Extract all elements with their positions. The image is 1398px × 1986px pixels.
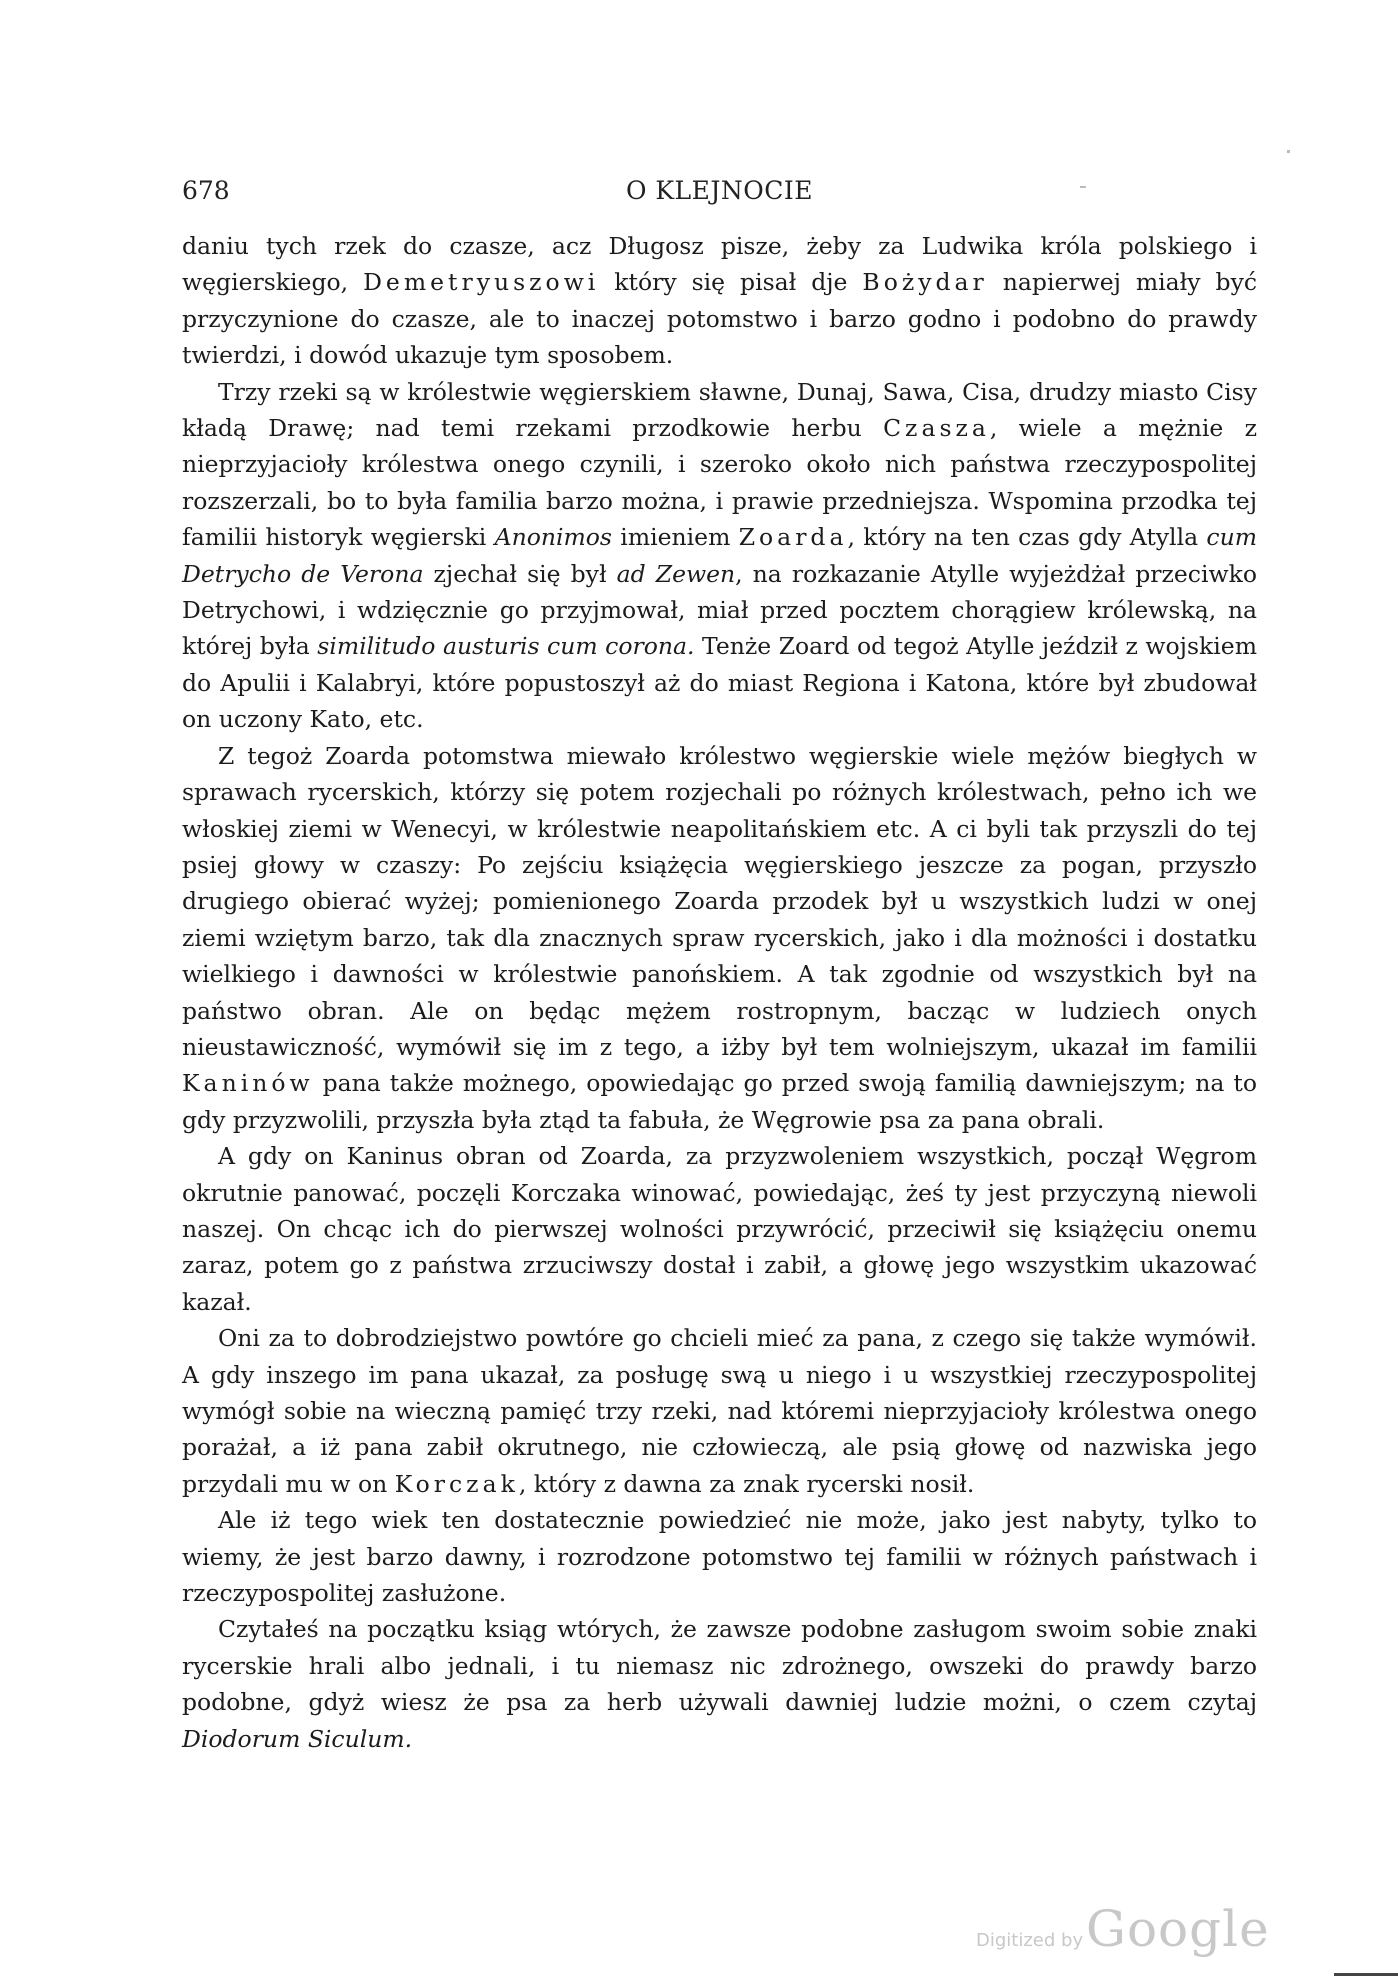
italic-text: similitudo austuris cum corona.: [317, 632, 695, 661]
scan-edge-line: [1334, 1973, 1398, 1976]
text-segment: napierwej miały być przyczynione do czasze, ale to inaczej potomstwo i barzo godno i podobno do prawdy twierdzi, i dowód ukazuje tym sposobem.: [182, 268, 1258, 370]
paragraph: [182, 738, 1257, 1138]
text-segment: Oni za to dobrodziejstwo powtóre go chcieli mieć za pana, z czego się także wymówił. A gdy inszego im pana ukazał, za posługę swą u niego i u wszystkiej rzeczypospolitej wymógł sobie na wieczną pamięć trzy rzeki, nad któremi nieprzyjacioły królestwa onego porażał, a iż pana zabił okrutnego, nie człowieczą, ale psią głowę od nazwiska jego przydali mu w on: [182, 1324, 1257, 1498]
spaced-name: Kaninów: [182, 1069, 314, 1098]
digitized-by-google-watermark: [976, 1900, 1276, 1960]
paragraph: [182, 1138, 1257, 1320]
body-text: [182, 228, 1257, 1757]
paragraph: [182, 228, 1257, 374]
text-segment: , na rozkazanie Atylle wyjeżdżał przeciwko Detrychowi, i wdzięcznie go przyjmował, miał przed pocztem chorągiew królewską, na której była: [182, 559, 1257, 661]
spaced-name: Czasza: [883, 414, 990, 443]
paragraph: [182, 1611, 1257, 1757]
text-segment: Czytałeś na początku ksiąg wtórych, że zawsze podobne zasługom swoim sobie znaki rycerskie hrali albo jednali, i tu niemasz nic zdrożnego, owszeki do prawdy barzo podobne, gdyż wiesz że psa za herb używali dawniej ludzie możni, o czem czytaj: [182, 1615, 1257, 1717]
paragraph: [182, 1502, 1257, 1611]
paragraph: [182, 374, 1257, 738]
italic-text: cum Detrycho de Verona: [182, 523, 1258, 588]
text-segment: imieniem: [612, 523, 739, 552]
italic-text: ad Zewen: [616, 559, 736, 588]
spaced-name: Zoarda: [738, 523, 848, 552]
text-segment: zjechał się był: [423, 559, 617, 588]
paragraph: [182, 1320, 1257, 1502]
scan-speck: [1080, 186, 1086, 188]
spaced-name: Korczak: [394, 1469, 519, 1498]
text-segment: Z tegoż Zoarda potomstwa miewało królestwo węgierskie wiele mężów biegłych w sprawach rycerskich, którzy się potem rozjechali po różnych królestwach, pełno ich we włoskiej ziemi w Wenecyi, w królestwie neapolitańskiem etc. A ci byli tak przyszli do tej psiej głowy w czaszy: Po zejściu książęcia węgierskiego jeszcze za pogan, przyszło drugiego obierać wyżej; pomienionego Zoarda przodek był u wszystkich ludzi w onej ziemi wziętym barzo, tak dla znacznych spraw rycerskich, jako i dla możności i dostatku wielkiego i dawności w królestwie panońskiem. A tak zgodnie od wszystkich był na państwo obran. Ale on będąc mężem rostropnym, bacząc w ludziech onych nieustawiczność, wymówił się im z tego, a iżby był tem wolniejszym, ukazał im familii: [182, 741, 1257, 1061]
google-logo: Google: [1086, 1900, 1270, 1958]
text-segment: który się pisał dje: [599, 268, 863, 297]
text-segment: , wiele a mężnie z nieprzyjacioły królestwa onego czynili, i szeroko około nich państwa rzeczypospolitej rozszerzali, bo to była familia barzo można, i prawie przedniejsza. Wspomina przodka tej familii historyk węgierski: [182, 414, 1257, 552]
text-segment: , który z dawna za znak rycerski nosił.: [518, 1469, 975, 1498]
text-segment: daniu tych rzek do czasze, acz Długosz pisze, żeby za Ludwika króla polskiego i węgierskiego,: [182, 232, 1257, 297]
italic-text: Diodorum Siculum.: [182, 1724, 413, 1753]
text-segment: Ale iż tego wiek ten dostatecznie powiedzieć nie może, jako jest nabyty, tylko to wiemy, że jest barzo dawny, i rozrodzone potomstwo tej familii w różnych państwach i rzeczypospolitej zasłużone.: [182, 1506, 1257, 1608]
text-segment: A gdy on Kaninus obran od Zoarda, za przyzwoleniem wszystkich, począł Węgrom okrutnie panować, poczęli Korczaka winować, powiedając, żeś ty jest przyczyną niewoli naszej. On chcąc ich do pierwszej wolności przywrócić, przeciwił się książęciu onemu zaraz, potem go z państwa zrzuciwszy dostał i zabił, a głowę jego wszystkim ukazować kazał.: [182, 1142, 1257, 1316]
watermark-prefix: Digitized by: [976, 1930, 1084, 1951]
text-segment: pana także możnego, opowiedając go przed swoją familią dawniejszym; na to gdy przyzwolili, przyszła była ztąd ta fabuła, że Węgrowie psa za pana obrali.: [182, 1069, 1257, 1134]
spaced-name: Demetryuszowi: [363, 268, 600, 297]
text-segment: Trzy rzeki są w królestwie węgierskiem sławne, Dunaj, Sawa, Cisa, drudzy miasto Cisy kładą Drawę; nad temi rzekami przodkowie herbu: [182, 377, 1257, 443]
text-segment: Tenże Zoard od tegoż Atylle jeździł z wojskiem do Apulii i Kalabryi, które popustoszył aż do miast Regiona i Katona, które był zbudował on uczony Kato, etc.: [182, 632, 1257, 734]
scan-speck: [1287, 150, 1290, 153]
italic-text: Anonimos: [494, 523, 612, 552]
running-head: O KLEJNOCIE: [625, 176, 814, 205]
text-segment: , który na ten czas gdy Atylla: [847, 523, 1207, 552]
spaced-name: Bożydar: [862, 268, 988, 297]
page-header: [182, 176, 1257, 216]
page-number: 678: [182, 176, 230, 205]
